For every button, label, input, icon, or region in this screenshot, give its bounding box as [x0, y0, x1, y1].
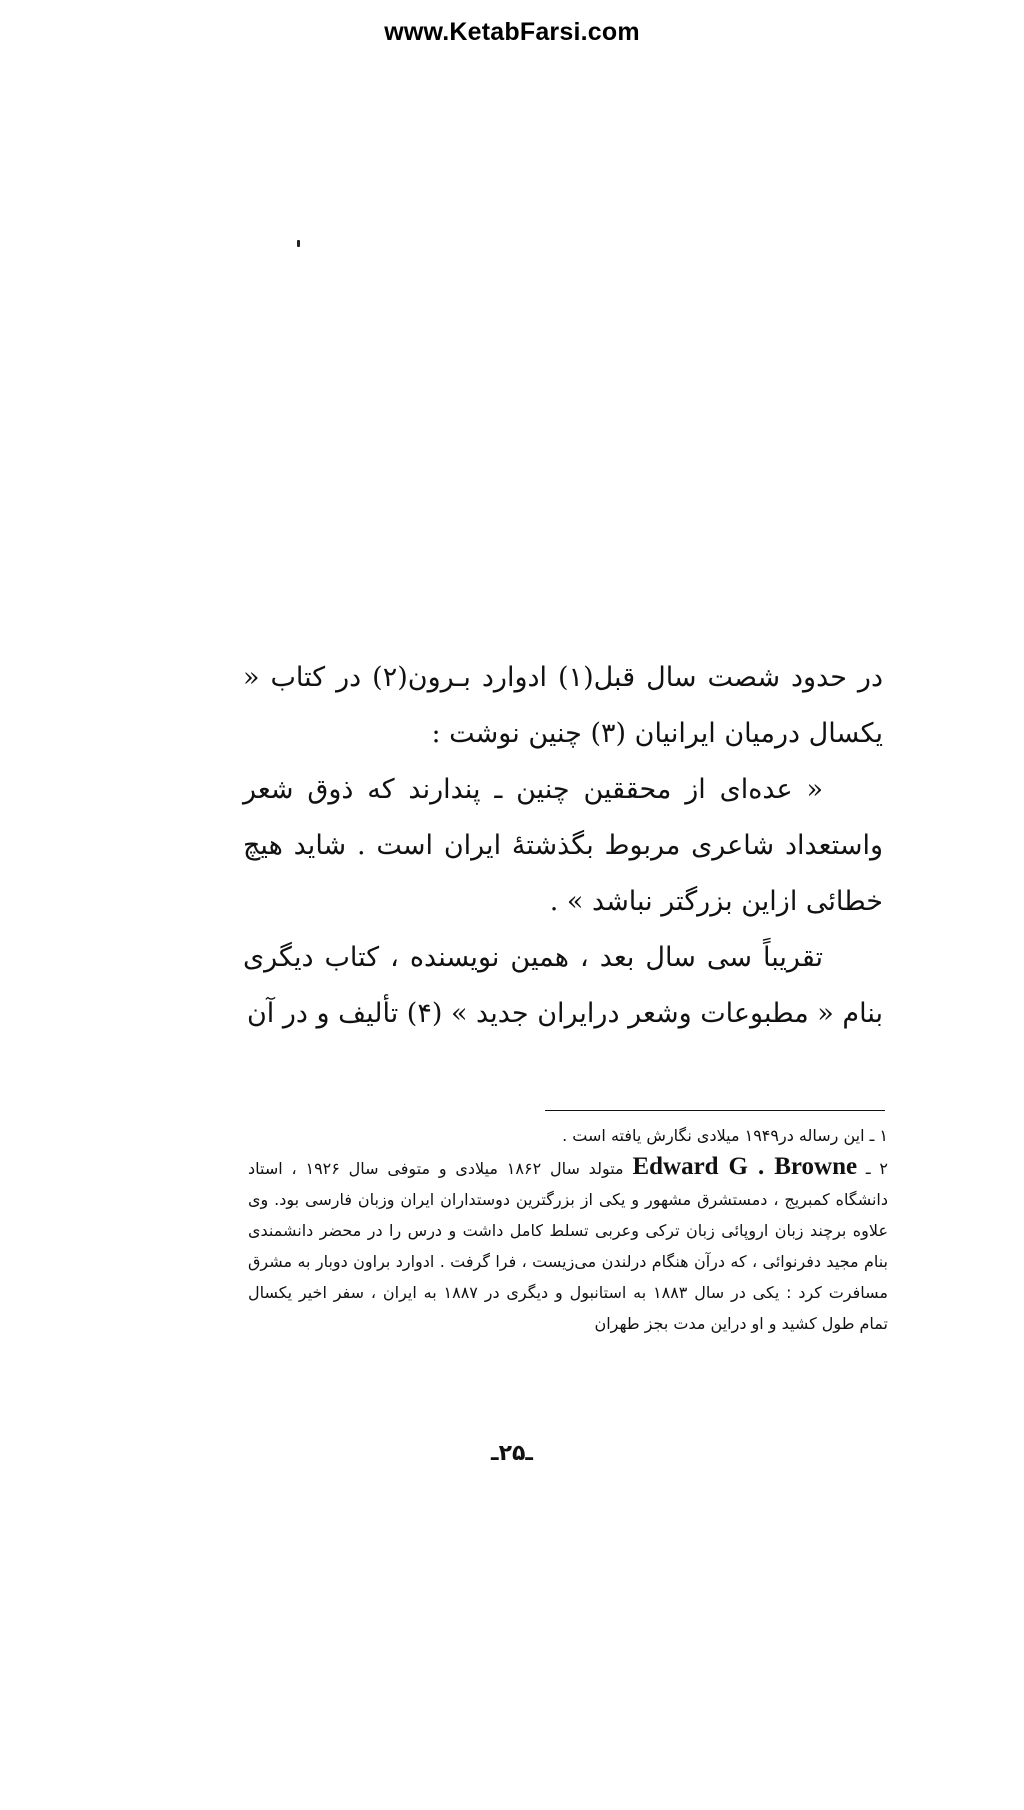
main-text [243, 650, 883, 1042]
paragraph-1: در حدود شصت سال قبل(۱) ادوارد بـرون(۲) در کتاب « یکسال درمیان ایرانیان (۳) چنین نوشت : [243, 662, 883, 749]
site-url-header: www.KetabFarsi.com [384, 18, 640, 46]
footnote-2 [248, 1151, 888, 1339]
paragraph-3: تقریباً سی سال بعد ، همین نویسنده ، کتاب دیگری بنام « مطبوعات وشعر درایران جدید » (۴) تألیف و در آن [243, 942, 883, 1029]
footnote-2-name: Edward G . Browne [632, 1153, 858, 1180]
footnotes [248, 1120, 888, 1339]
footnote-2-marker: ۲ ـ [865, 1159, 888, 1178]
paragraph-2: « عده‌ای از محققین چنین ـ پندارند که ذوق شعر واستعداد شاعری مربوط بگذشتهٔ ایران است . شاید هیچ خطائی ازاین بزرگتر نباشد » . [243, 774, 883, 917]
footnote-divider [545, 1110, 885, 1111]
footnote-2-text: متولد سال ۱۸۶۲ میلادی و متوفی سال ۱۹۲۶ ، استاد دانشگاه کمبریج ، دمستشرق مشهور و یکی از بزرگترین دوستداران ایران وزبان فارسی بود. وی علاوه برچند زبان اروپائی زبان ترکی وعربی تسلط کامل داشت و درس را در محضر دانشمندی بنام مجید دفرنوائی ، که درآن هنگام درلندن می‌زیست ، فرا گرفت . ادوارد براون دوبار به مشرق مسافرت کرد : یکی در سال ۱۸۸۳ به استانبول و دیگری در ۱۸۸۷ به ایران ، سفر اخیر یکسال تمام طول کشید و او دراین مدت بجز طهران [248, 1159, 889, 1333]
scan-speck [297, 240, 300, 247]
footnote-1: ۱ ـ این رساله در۱۹۴۹ میلادی نگارش یافته است . [562, 1126, 888, 1145]
page-number: ـ۲۵ـ [491, 1441, 533, 1466]
